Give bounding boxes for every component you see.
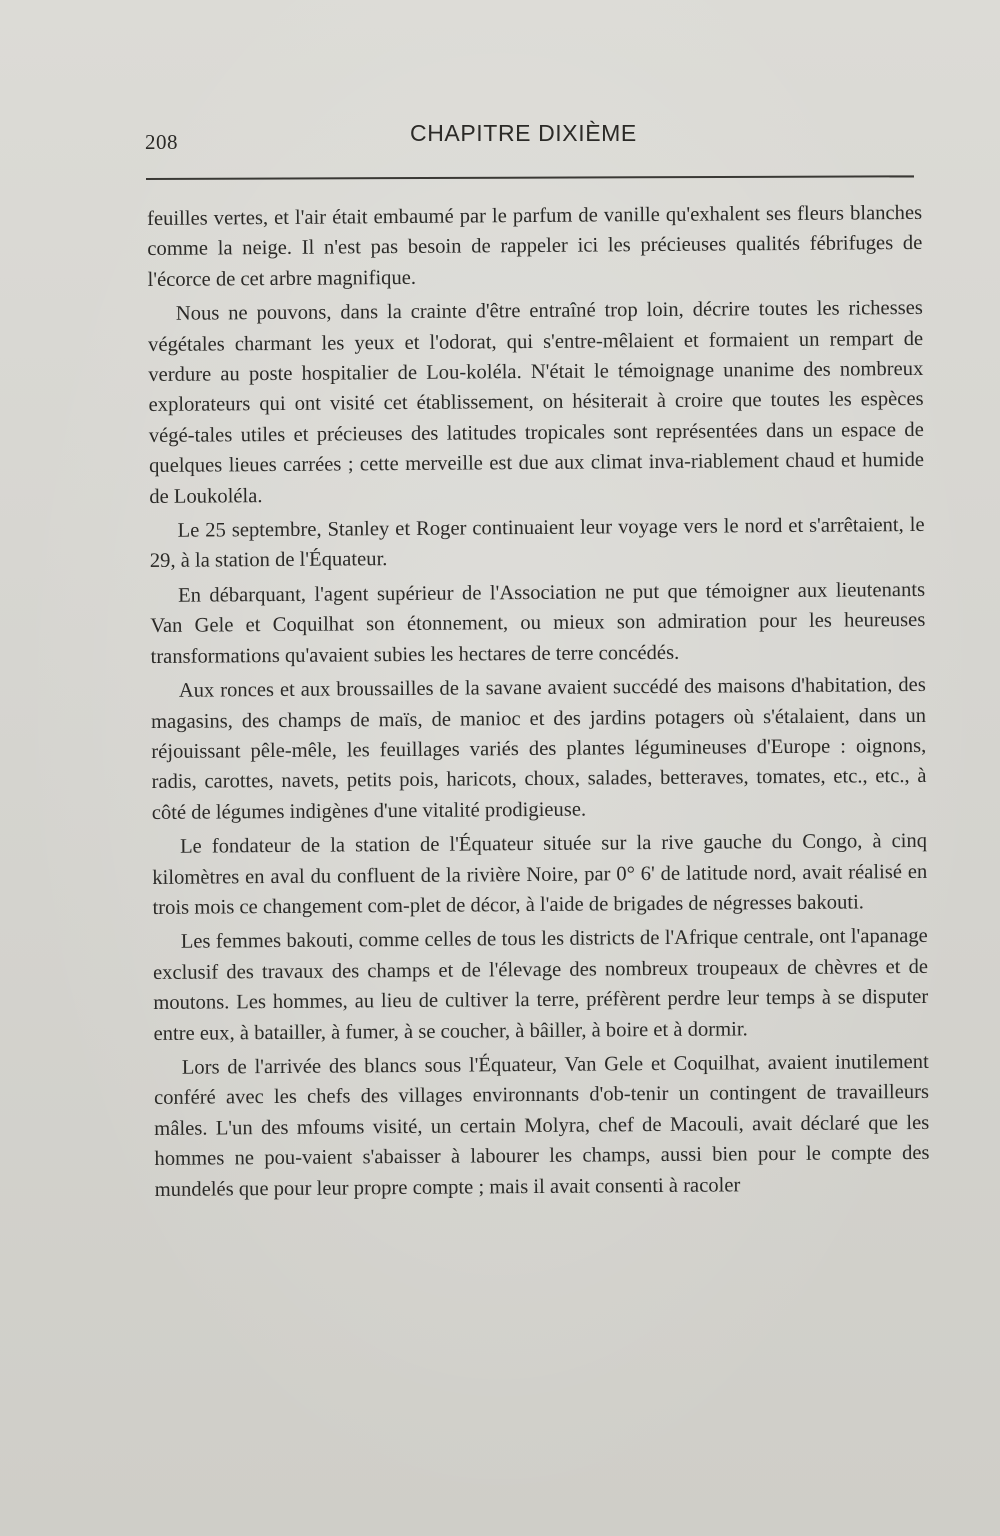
paragraph: Les femmes bakouti, comme celles de tous les districts de l'Afrique centrale, ont l'apanage exclusif des travaux des champs et de l'élevage des nombreux troupeaux de chèvres et de moutons. Les hommes, au lieu de cultiver la terre, préfèrent perdre leur temps à se disputer entre eux, à batailler, à fumer, à se coucher, à bâiller, à boire et à dormir. bbox=[152, 925, 929, 1045]
paragraph: Nous ne pouvons, dans la crainte d'être entraîné trop loin, décrire toutes les richesses végétales charmant les yeux et l'odorat, qui s'entre-mêlaient et formaient un rempart de verdure au poste hospitalier de Lou-koléla. N'était le témoignage unanime des nombreux explorateurs qui ont visité cet établissement, on hésiterait à croire que toutes les espèces végé-tales utiles et précieuses des latitudes tropicales sont représentées dans un espace de quelques lieues carrées ; cette merveille est due aux climat inva-riablement chaud et humide de Loukoléla. bbox=[148, 297, 925, 508]
paragraph: Le fondateur de la station de l'Équateur située sur la rive gauche du Congo, à cinq kilomètres en aval du confluent de la rivière Noire, par 0° 6' de latitude nord, avait réalisé en trois mois ce changement com-plet de décor, à l'aide de brigades de négresses bakouti. bbox=[152, 830, 928, 919]
header-rule bbox=[146, 175, 914, 180]
running-head: CHAPITRE DIXIÈME bbox=[410, 120, 637, 146]
paragraph: En débarquant, l'agent supérieur de l'Association ne put que témoigner aux lieutenants Van Gele et Coquilhat son étonnement, ou mieux son admiration pour les heureuses transformations qu'avaient subies les hectares de terre concédés. bbox=[150, 578, 926, 668]
page-header bbox=[145, 118, 915, 158]
text-body bbox=[147, 198, 930, 1209]
paragraph: Le 25 septembre, Stanley et Roger continuaient leur voyage vers le nord et s'arrêtaient, le 29, à la station de l'Équateur. bbox=[149, 513, 925, 573]
paragraph: Aux ronces et aux broussailles de la savane avaient succédé des maisons d'habitation, des magasins, des champs de maïs, de manioc et des jardins potagers où s'étalaient, dans un réjouissant pêle-mêle, les feuillages variés des plantes légumineuses d'Europe : oignons, radis, carottes, navets, petits pois, haricots, choux, salades, betteraves, tomates, etc., etc., à côté de légumes indigènes d'une vitalité prodigieuse. bbox=[150, 673, 927, 824]
paragraph: feuilles vertes, et l'air était embaumé par le parfum de vanille qu'exhalent ses fleurs blanches comme la neige. Il n'est pas besoin de rappeler ici les précieuses qualités fébrifuges de l'écorce de cet arbre magnifique. bbox=[147, 201, 923, 291]
page-number: 208 bbox=[145, 130, 178, 154]
paragraph: Lors de l'arrivée des blancs sous l'Équateur, Van Gele et Coquilhat, avaient inutilement conféré avec les chefs des villages environnants d'ob-tenir un contingent de travailleurs mâles. L'un des mfoums visité, un certain Molyra, chef de Macouli, avait déclaré que les hommes ne pou-vaient s'abaisser à labourer les champs, aussi bien pour le compte des mundelés que pour leur propre compte ; mais il avait consenti à racoler bbox=[153, 1050, 930, 1201]
